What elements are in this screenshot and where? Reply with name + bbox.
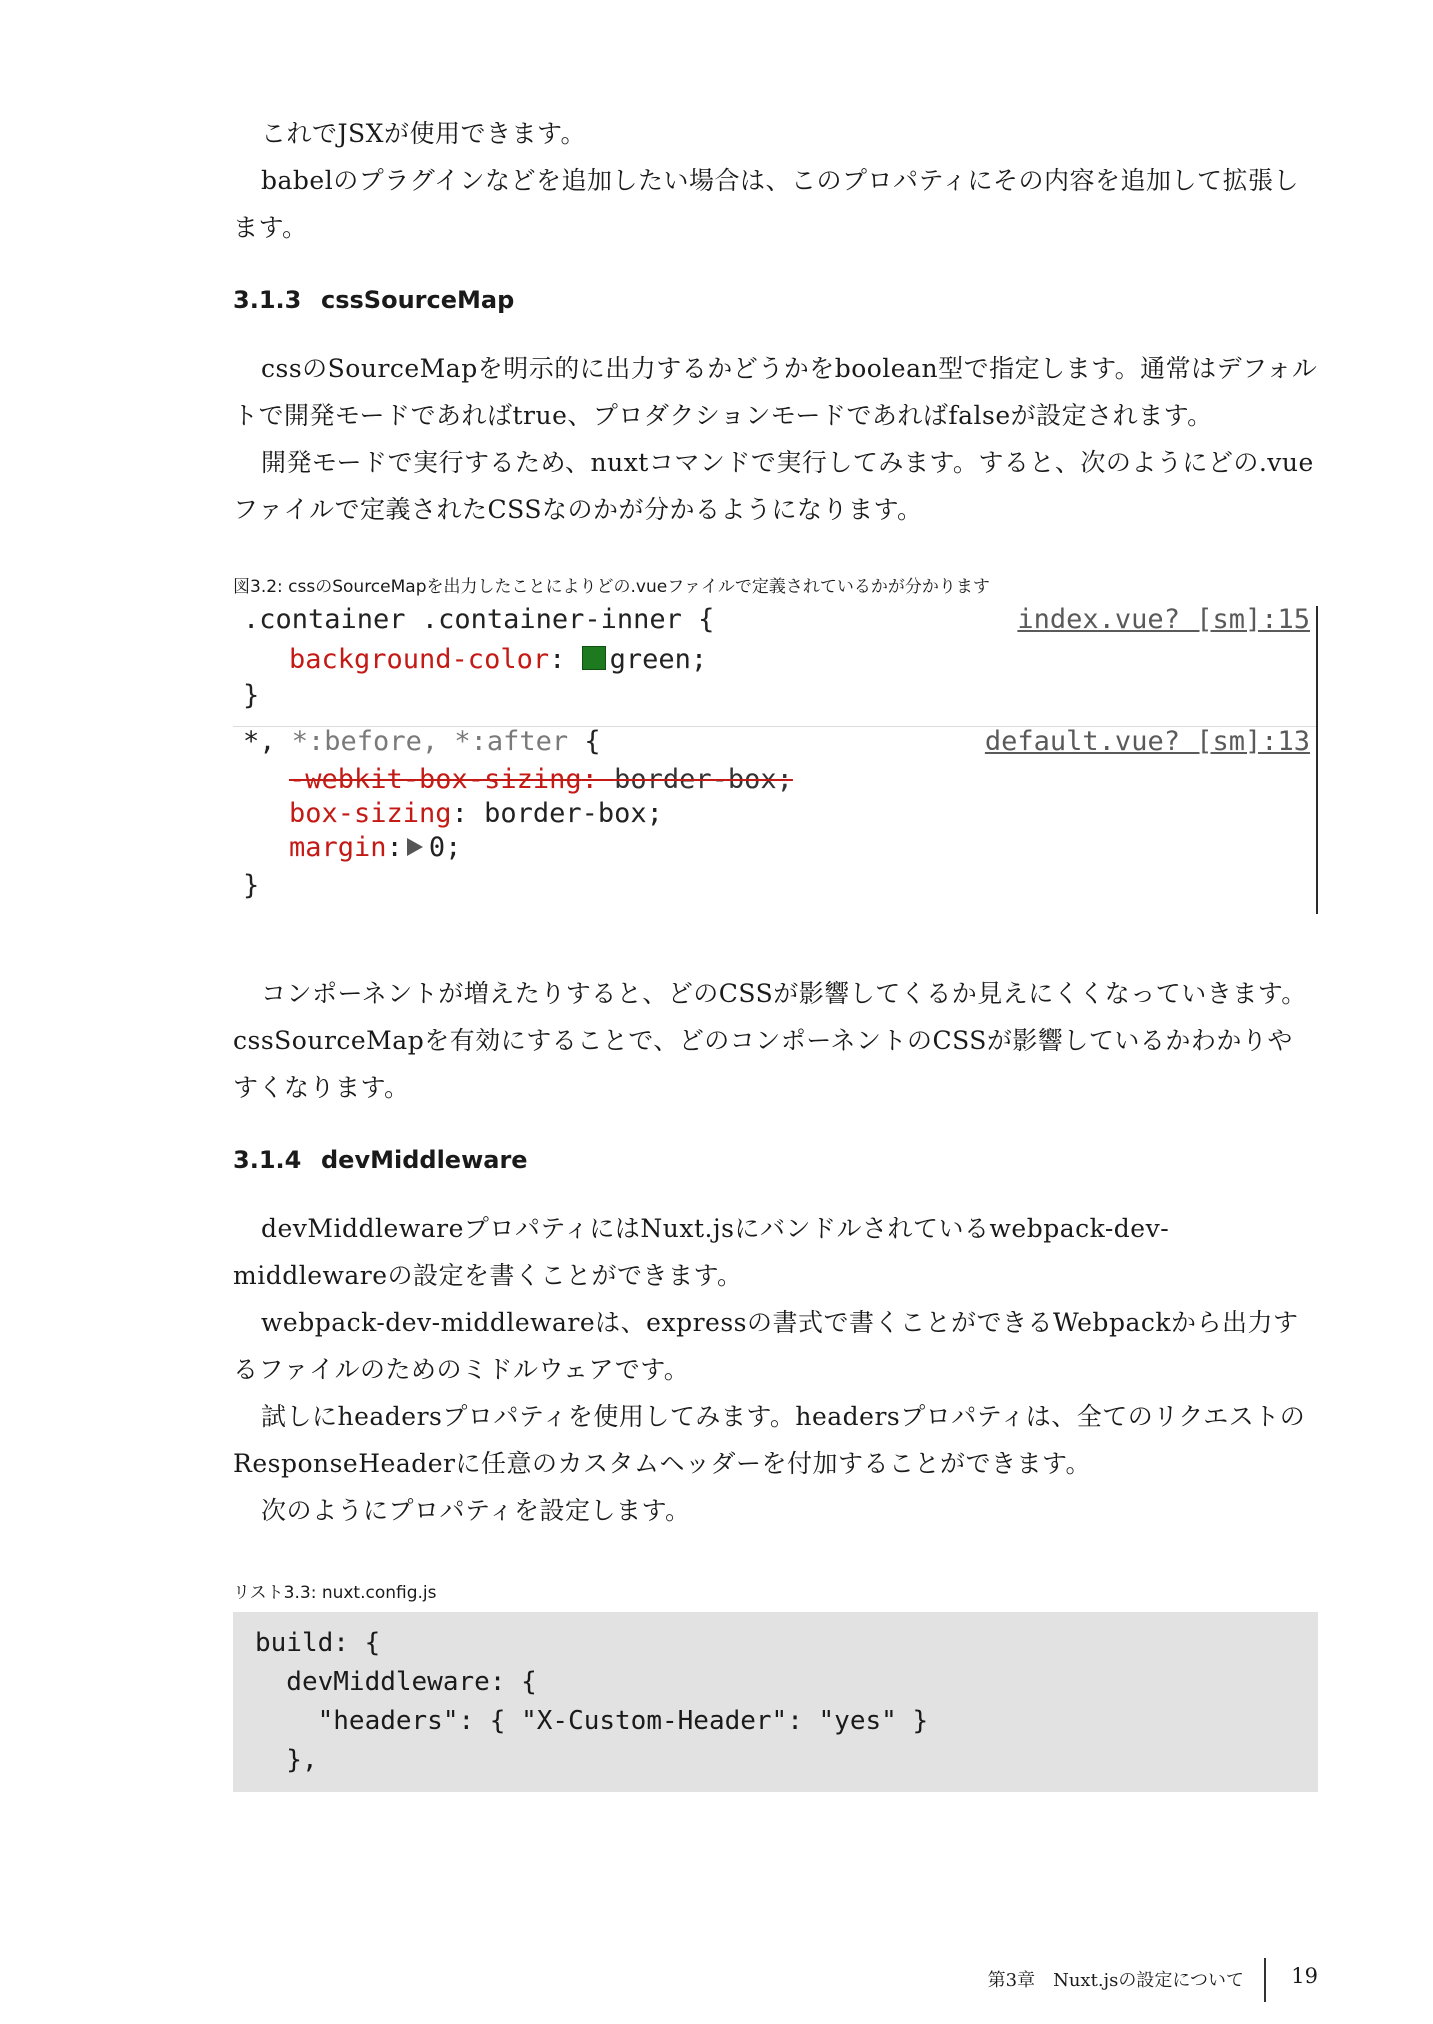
code-line: build: { — [255, 1628, 381, 1658]
paragraph-webpack-dev-middleware: webpack-dev-middlewareは、expressの書式で書くことができるWebpackから出力するファイルのためのミドルウェアです。 — [233, 1308, 1299, 1384]
section-heading-dev-middleware — [233, 1146, 528, 1174]
page-number: 19 — [1291, 1964, 1318, 1988]
css-source-link-default[interactable]: default.vue? [sm]:13 — [984, 726, 1310, 757]
open-brace: { — [584, 726, 601, 757]
css-rule-selector — [243, 726, 601, 757]
section-title: cssSourceMap — [321, 286, 515, 314]
panel-border — [1316, 606, 1318, 914]
css-property: box-sizing — [289, 798, 452, 829]
paragraph-set-property: 次のようにプロパティを設定します。 — [261, 1496, 691, 1525]
css-declaration: box-sizing: border-box; — [289, 798, 663, 829]
listing-caption: リスト3.3: nuxt.config.js — [233, 1583, 437, 1603]
css-source-link-index[interactable]: index.vue? [sm]:15 — [1017, 604, 1310, 635]
section-title: devMiddleware — [321, 1146, 528, 1174]
css-property: -webkit-box-sizing — [289, 764, 582, 795]
css-value: 0; — [428, 832, 462, 863]
css-declaration: background-color: green; — [289, 644, 708, 675]
css-rule-close: } — [243, 870, 260, 901]
css-rule-close: } — [243, 680, 260, 711]
code-line: "headers": { "X-Custom-Header": "yes" } — [255, 1706, 929, 1736]
footer-divider — [1264, 1958, 1266, 2002]
section-number: 3.1.3 — [233, 286, 302, 314]
css-property: margin — [289, 832, 387, 863]
figure-caption: 図3.2: cssのSourceMapを出力したことによりどの.vueファイルで定義されているかが分かります — [233, 577, 990, 597]
color-swatch-icon[interactable] — [582, 646, 606, 670]
paragraph-dev-middleware-desc: devMiddlewareプロパティにはNuxt.jsにバンドルされているwebpack-dev-middlewareの設定を書くことができます。 — [233, 1214, 1170, 1290]
universal-selector: *, — [243, 726, 276, 757]
paragraph-babel: babelのプラグインなどを追加したい場合は、このプロパティにその内容を追加して拡張します。 — [233, 166, 1299, 242]
paragraph-components-css: コンポーネントが増えたりすると、どのCSSが影響してくるか見えにくくなっていきます。cssSourceMapを有効にすることで、どのコンポーネントのCSSが影響しているかわかりやすくなります。 — [233, 979, 1307, 1102]
code-listing — [233, 1612, 1318, 1792]
css-value: green; — [609, 644, 708, 675]
pseudo-selectors: *:before, *:after — [291, 726, 569, 757]
page-footer — [233, 1958, 1318, 2008]
css-value: border-box; — [614, 764, 793, 795]
paragraph-css-source-map-desc: cssのSourceMapを明示的に出力するかどうかをboolean型で指定します。通常はデフォルトで開発モードであればtrue、プロダクションモードであればfalseが設定されます。 — [233, 354, 1318, 430]
css-declaration: margin: 0; — [289, 832, 462, 863]
css-value: border-box; — [484, 798, 663, 829]
paragraph-jsx: これでJSXが使用できます。 — [261, 119, 586, 148]
section-number: 3.1.4 — [233, 1146, 302, 1174]
chapter-title: 第3章 Nuxt.jsの設定について — [987, 1970, 1244, 1991]
document-page — [233, 0, 1318, 2024]
devtools-css-screenshot — [233, 600, 1318, 914]
css-property: background-color — [289, 644, 550, 675]
css-rule-selector: .container .container-inner { — [243, 604, 715, 635]
paragraph-dev-mode: 開発モードで実行するため、nuxtコマンドで実行してみます。すると、次のようにどの.vueファイルで定義されたCSSなのかが分かるようになります。 — [233, 448, 1314, 524]
code-line: }, — [255, 1745, 318, 1775]
code-line: devMiddleware: { — [255, 1667, 537, 1697]
section-heading-css-source-map — [233, 286, 514, 314]
paragraph-headers: 試しにheadersプロパティを使用してみます。headersプロパティは、全てのリクエストのResponseHeaderに任意のカスタムヘッダーを付加することができます。 — [233, 1402, 1306, 1478]
css-declaration-overridden: -webkit-box-sizing: border-box; — [289, 764, 793, 795]
expand-triangle-icon[interactable] — [407, 838, 423, 856]
